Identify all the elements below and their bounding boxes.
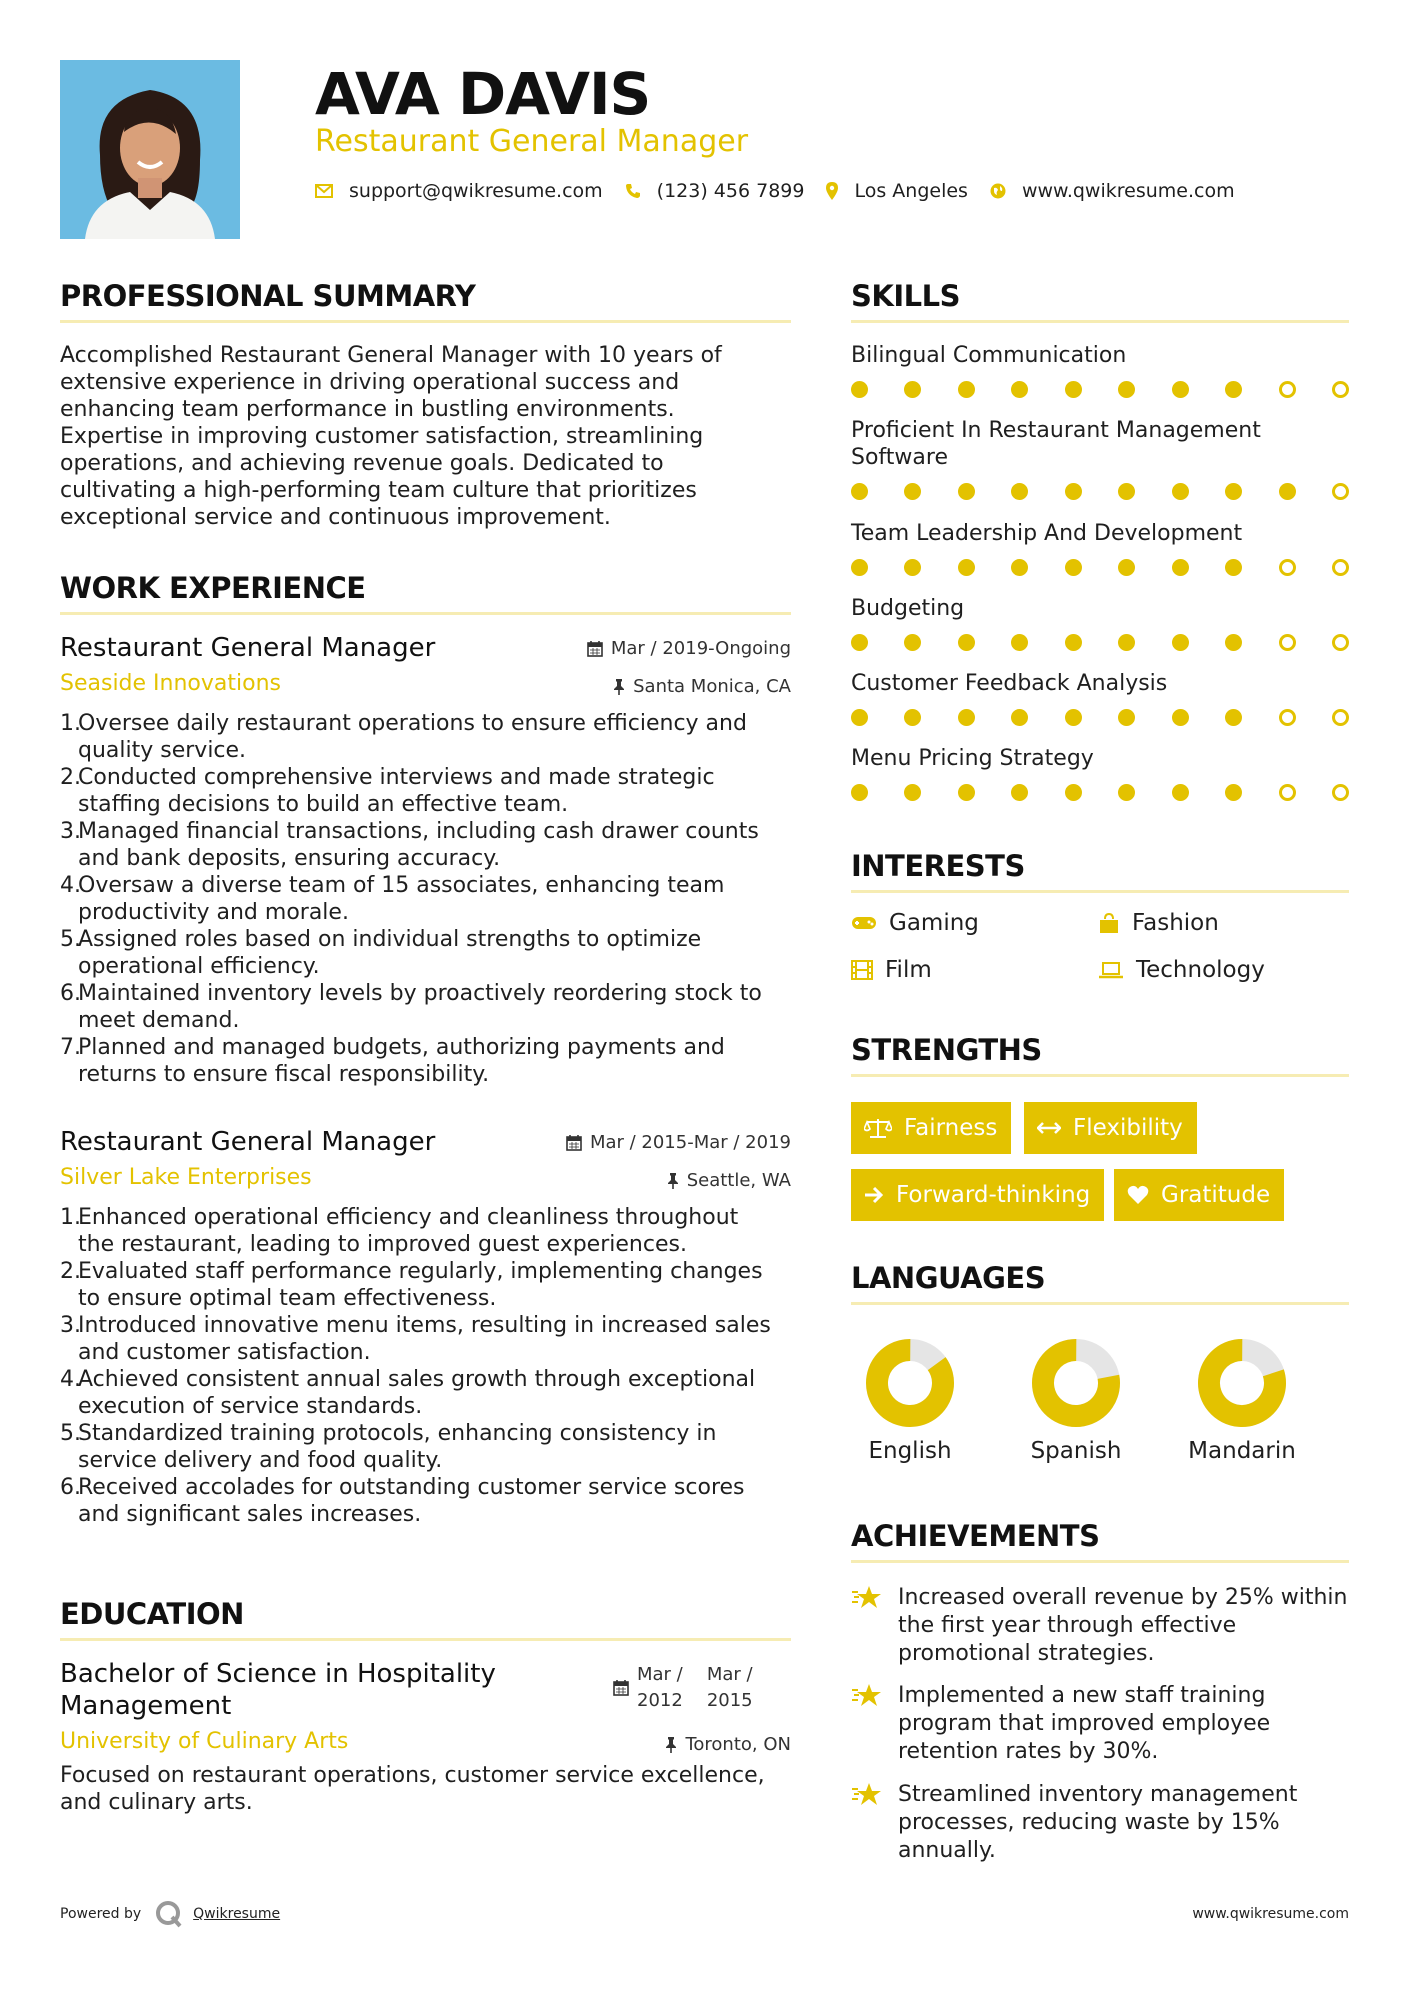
job-entry [60, 632, 791, 1088]
language-label: English [868, 1438, 952, 1464]
list-item [60, 710, 791, 764]
map-marker-icon [826, 182, 838, 200]
job-location-text: Seattle, WA [686, 1170, 791, 1191]
skills-divider [851, 320, 1349, 323]
list-line: Enhanced operational efficiency and cleanliness throughout [78, 1205, 739, 1230]
interest-item [851, 910, 979, 936]
rating-dot-filled [904, 709, 921, 726]
job-duties [60, 710, 791, 1088]
rating-dot-filled [1172, 381, 1189, 398]
strength-tag [851, 1169, 1104, 1221]
list-line: operational efficiency. [78, 954, 320, 979]
achievement-line: processes, reducing waste by 15% [898, 1810, 1280, 1835]
arrow-right-icon [864, 1186, 884, 1204]
interest-item [1098, 957, 1265, 983]
powered-by-text: Powered by [60, 1906, 142, 1922]
rating-dot-filled [1011, 709, 1028, 726]
rating-dot-empty [1279, 381, 1296, 398]
summary-line: operations, and achieving revenue goals. Dedicated to [60, 451, 664, 476]
rating-dot-empty [1332, 634, 1349, 651]
interest-label: Technology [1136, 957, 1265, 983]
rating-dot-filled [1118, 634, 1135, 651]
list-number: 4. [60, 873, 81, 898]
rating-dot-filled [904, 559, 921, 576]
list-number: 3. [60, 1313, 81, 1338]
interest-item [851, 957, 932, 983]
contact-website[interactable] [990, 180, 1235, 202]
email-text: support@qwikresume.com [349, 180, 603, 202]
contact-phone[interactable] [625, 180, 805, 202]
school-name: University of Culinary Arts [60, 1729, 349, 1754]
balance-scale-icon [864, 1117, 892, 1139]
job-date-text: Mar / 2019-Ongoing [610, 638, 791, 659]
rating-dot-filled [1065, 709, 1082, 726]
donut-fill [865, 1338, 955, 1428]
interest-label: Fashion [1132, 910, 1219, 936]
rating-dot-filled [851, 709, 868, 726]
list-line: Conducted comprehensive interviews and made strategic [78, 765, 715, 790]
list-number: 6. [60, 1475, 81, 1500]
achievement-line: program that improved employee [898, 1711, 1271, 1736]
list-item [60, 1474, 791, 1528]
achievement-line: promotional strategies. [898, 1641, 1155, 1666]
list-item [60, 818, 791, 872]
calendar-icon [566, 1134, 582, 1151]
list-item [60, 764, 791, 818]
job-duties [60, 1204, 791, 1528]
list-line: to ensure optimal team effectiveness. [78, 1286, 497, 1311]
arrows-horizontal-icon [1037, 1121, 1061, 1135]
job-date-text: Mar / 2015-Mar / 2019 [589, 1132, 791, 1153]
rating-dot-filled [1118, 559, 1135, 576]
language-item [1182, 1338, 1302, 1464]
calendar-icon [613, 1679, 629, 1696]
job-location [667, 1170, 791, 1191]
skill-name: Bilingual Communication [851, 343, 1127, 368]
rating-dot-filled [1011, 483, 1028, 500]
language-item [850, 1338, 970, 1464]
achievement-line: annually. [898, 1838, 996, 1863]
rating-dot-filled [958, 483, 975, 500]
education-heading: EDUCATION [60, 1597, 244, 1631]
contact-bar [315, 176, 1257, 206]
list-line: the restaurant, leading to improved guest experiences. [78, 1232, 687, 1257]
description-line: and culinary arts. [60, 1790, 253, 1815]
list-item [60, 1204, 791, 1258]
list-line: meet demand. [78, 1008, 240, 1033]
experience-heading: WORK EXPERIENCE [60, 571, 366, 605]
rating-dot-filled [1065, 483, 1082, 500]
list-line: Assigned roles based on individual strengths to optimize [78, 927, 702, 952]
languages-heading: LANGUAGES [851, 1261, 1046, 1295]
summary-line: exceptional service and continuous improvement. [60, 505, 611, 530]
brand-link[interactable]: Qwikresume [193, 1906, 281, 1922]
rating-dot-filled [1118, 381, 1135, 398]
rating-dot-filled [1011, 634, 1028, 651]
star-icon [851, 1781, 883, 1809]
list-item [60, 872, 791, 926]
summary-line: Expertise in improving customer satisfaction, streamlining [60, 424, 704, 449]
pushpin-icon [665, 1736, 677, 1753]
date-part: 2015 [706, 1690, 753, 1711]
strength-label: Fairness [904, 1115, 998, 1141]
rating-dot-filled [1118, 784, 1135, 801]
skill-rating [851, 784, 1349, 801]
date-part: 2012 [637, 1690, 683, 1711]
list-line: and significant sales increases. [78, 1502, 422, 1527]
list-number: 1. [60, 1205, 81, 1230]
list-item [60, 1034, 791, 1088]
rating-dot-filled [851, 784, 868, 801]
skill-name: Customer Feedback Analysis [851, 671, 1168, 696]
envelope-icon [315, 184, 333, 198]
skill-rating [851, 381, 1349, 398]
summary-line: extensive experience in driving operational success and [60, 370, 680, 395]
degree-line: Bachelor of Science in Hospitality [60, 1659, 496, 1689]
list-line: Evaluated staff performance regularly, implementing changes [78, 1259, 763, 1284]
rating-dot-empty [1332, 709, 1349, 726]
list-line: productivity and morale. [78, 900, 349, 925]
skill-rating [851, 483, 1349, 500]
rating-dot-empty [1332, 381, 1349, 398]
interest-label: Gaming [889, 910, 979, 936]
skill-item [851, 595, 1349, 651]
list-line: Managed financial transactions, including cash drawer counts [78, 819, 759, 844]
list-line: execution of service standards. [78, 1394, 423, 1419]
experience-divider [60, 612, 791, 615]
website-text: www.qwikresume.com [1021, 180, 1235, 202]
education-entry [60, 1658, 791, 1816]
star-icon [851, 1682, 883, 1710]
rating-dot-filled [1172, 483, 1189, 500]
language-label: Spanish [1030, 1438, 1122, 1464]
list-line: and bank deposits, ensuring accuracy. [78, 846, 501, 871]
list-item [60, 1258, 791, 1312]
job-title: Restaurant General Manager [60, 1127, 436, 1157]
rating-dot-filled [904, 483, 921, 500]
rating-dot-filled [1118, 709, 1135, 726]
rating-dot-filled [1172, 634, 1189, 651]
skill-name: Team Leadership And Development [851, 521, 1243, 546]
globe-icon [990, 183, 1006, 199]
job-date [566, 1132, 791, 1153]
gamepad-icon [851, 915, 877, 931]
list-line: quality service. [78, 738, 247, 763]
list-item [60, 980, 791, 1034]
school-location [665, 1734, 791, 1755]
rating-dot-filled [1172, 784, 1189, 801]
job-location [613, 676, 791, 697]
job-location-text: Santa Monica, CA [633, 676, 791, 697]
rating-dot-filled [904, 634, 921, 651]
list-line: staffing decisions to build an effective team. [78, 792, 569, 817]
skill-name: Proficient In Restaurant Management Software [851, 418, 1261, 470]
list-line: Achieved consistent annual sales growth through exceptional [78, 1367, 756, 1392]
rating-dot-filled [958, 634, 975, 651]
rating-dot-filled [851, 483, 868, 500]
rating-dot-filled [1118, 483, 1135, 500]
rating-dot-filled [958, 381, 975, 398]
rating-dot-filled [958, 559, 975, 576]
skill-rating [851, 559, 1349, 576]
star-icon [851, 1584, 883, 1612]
pushpin-icon [613, 678, 625, 695]
list-item [60, 1366, 791, 1420]
education-date [613, 1662, 753, 1714]
skill-name: Budgeting [851, 596, 965, 621]
rating-dot-filled [958, 709, 975, 726]
list-line: Oversee daily restaurant operations to ensure efficiency and [78, 711, 747, 736]
candidate-name: AVA DAVIS [315, 60, 651, 128]
candidate-title: Restaurant General Manager [315, 124, 749, 159]
skills-heading: SKILLS [851, 279, 960, 313]
education-divider [60, 1638, 791, 1641]
achievement-line: Streamlined inventory management [898, 1782, 1298, 1807]
summary-text [60, 342, 791, 531]
rating-dot-filled [851, 381, 868, 398]
list-number: 5. [60, 1421, 81, 1446]
list-number: 2. [60, 765, 81, 790]
list-item [60, 1420, 791, 1474]
list-line: Introduced innovative menu items, resulting in increased sales [78, 1313, 771, 1338]
phone-text: (123) 456 7899 [656, 180, 805, 202]
achievement-item [851, 1781, 1348, 1865]
list-line: Standardized training protocols, enhancing consistency in [78, 1421, 717, 1446]
phone-icon [625, 183, 641, 199]
job-date [587, 638, 791, 659]
achievement-item [851, 1584, 1348, 1668]
rating-dot-filled [1011, 559, 1028, 576]
languages-divider [851, 1302, 1349, 1305]
footer-website[interactable]: www.qwikresume.com [1192, 1906, 1349, 1922]
education-end [707, 1662, 753, 1714]
rating-dot-empty [1332, 483, 1349, 500]
rating-dot-filled [1225, 559, 1242, 576]
job-title: Restaurant General Manager [60, 633, 436, 663]
list-line: Planned and managed budgets, authorizing payments and [78, 1035, 725, 1060]
achievement-text [898, 1682, 1348, 1766]
list-number: 3. [60, 819, 81, 844]
interest-item [1098, 910, 1219, 936]
heart-icon [1127, 1185, 1149, 1205]
summary-line: enhancing team performance in bustling environments. [60, 397, 675, 422]
skill-item [851, 670, 1349, 726]
list-line: service delivery and food quality. [78, 1448, 443, 1473]
contact-location [826, 180, 967, 202]
school-location-text: Toronto, ON [685, 1734, 791, 1755]
skill-item [851, 520, 1349, 576]
summary-line: Accomplished Restaurant General Manager with 10 years of [60, 343, 722, 368]
rating-dot-empty [1332, 784, 1349, 801]
rating-dot-empty [1279, 709, 1296, 726]
rating-dot-empty [1332, 559, 1349, 576]
calendar-icon [587, 640, 603, 657]
rating-dot-filled [1225, 709, 1242, 726]
shopping-bag-icon [1098, 912, 1120, 934]
skill-item [851, 417, 1349, 500]
summary-line: cultivating a high-performing team culture that prioritizes [60, 478, 697, 503]
achievement-item [851, 1682, 1348, 1766]
description-line: Focused on restaurant operations, customer service excellence, [60, 1763, 765, 1788]
achievement-line: Implemented a new staff training [898, 1683, 1266, 1708]
strengths-divider [851, 1074, 1349, 1077]
list-number: 5. [60, 927, 81, 952]
rating-dot-filled [1225, 784, 1242, 801]
footer-branding [60, 1900, 280, 1928]
rating-dot-filled [1279, 483, 1296, 500]
language-donut [1197, 1338, 1287, 1428]
list-number: 7. [60, 1035, 81, 1060]
rating-dot-empty [1279, 559, 1296, 576]
language-donut [865, 1338, 955, 1428]
list-line: Maintained inventory levels by proactively reordering stock to [78, 981, 762, 1006]
list-line: Oversaw a diverse team of 15 associates, enhancing team [78, 873, 725, 898]
rating-dot-filled [1225, 381, 1242, 398]
date-part: Mar / [706, 1664, 753, 1685]
rating-dot-filled [904, 381, 921, 398]
education-description [60, 1762, 791, 1816]
skill-rating [851, 709, 1349, 726]
achievements-divider [851, 1560, 1349, 1563]
list-line: and customer satisfaction. [78, 1340, 371, 1365]
rating-dot-filled [958, 784, 975, 801]
skill-item [851, 745, 1349, 801]
list-number: 4. [60, 1367, 81, 1392]
interest-label: Film [885, 957, 932, 983]
language-item [1016, 1338, 1136, 1464]
rating-dot-filled [1225, 483, 1242, 500]
achievement-text [898, 1781, 1348, 1865]
date-part: Mar / [637, 1664, 683, 1685]
achievement-text [898, 1584, 1348, 1668]
job-entry [60, 1126, 791, 1528]
qwikresume-logo-icon [155, 1900, 183, 1928]
summary-heading: PROFESSIONAL SUMMARY [60, 279, 476, 313]
degree-line: Management [60, 1691, 232, 1721]
rating-dot-empty [1279, 784, 1296, 801]
strength-tag [1114, 1169, 1284, 1221]
rating-dot-filled [1065, 381, 1082, 398]
rating-dot-filled [1011, 784, 1028, 801]
contact-email[interactable] [315, 180, 603, 202]
skill-rating [851, 634, 1349, 651]
list-number: 6. [60, 981, 81, 1006]
rating-dot-filled [1225, 634, 1242, 651]
language-donut [1031, 1338, 1121, 1428]
interests-divider [851, 890, 1349, 893]
rating-dot-filled [1065, 634, 1082, 651]
job-company: Seaside Innovations [60, 671, 281, 696]
rating-dot-filled [1172, 709, 1189, 726]
list-line: returns to ensure fiscal responsibility. [78, 1062, 490, 1087]
education-start [637, 1662, 683, 1714]
achievement-line: the first year through effective [898, 1613, 1237, 1638]
strength-label: Forward-thinking [896, 1182, 1091, 1208]
rating-dot-filled [851, 559, 868, 576]
summary-divider [60, 320, 791, 323]
strength-label: Flexibility [1073, 1115, 1183, 1141]
list-number: 2. [60, 1259, 81, 1284]
achievements-heading: ACHIEVEMENTS [851, 1519, 1100, 1553]
strength-tag [1024, 1102, 1197, 1154]
rating-dot-filled [851, 634, 868, 651]
job-company: Silver Lake Enterprises [60, 1165, 312, 1190]
laptop-icon [1098, 961, 1124, 979]
achievement-line: Increased overall revenue by 25% within [898, 1585, 1348, 1610]
list-line: Received accolades for outstanding customer service scores [78, 1475, 745, 1500]
rating-dot-empty [1279, 634, 1296, 651]
pushpin-icon [667, 1172, 679, 1189]
list-item [60, 1312, 791, 1366]
profile-photo [60, 60, 240, 239]
rating-dot-filled [1065, 559, 1082, 576]
strength-tag [851, 1102, 1011, 1154]
list-item [60, 926, 791, 980]
language-label: Mandarin [1188, 1438, 1296, 1464]
interests-heading: INTERESTS [851, 849, 1025, 883]
skill-item [851, 342, 1349, 398]
strengths-heading: STRENGTHS [851, 1033, 1042, 1067]
rating-dot-filled [1065, 784, 1082, 801]
film-icon [851, 960, 873, 980]
list-number: 1. [60, 711, 81, 736]
rating-dot-filled [904, 784, 921, 801]
location-text: Los Angeles [854, 180, 968, 202]
achievement-line: retention rates by 30%. [898, 1739, 1159, 1764]
rating-dot-filled [1011, 381, 1028, 398]
skill-name: Menu Pricing Strategy [851, 746, 1094, 771]
strength-label: Gratitude [1161, 1182, 1271, 1208]
rating-dot-filled [1172, 559, 1189, 576]
